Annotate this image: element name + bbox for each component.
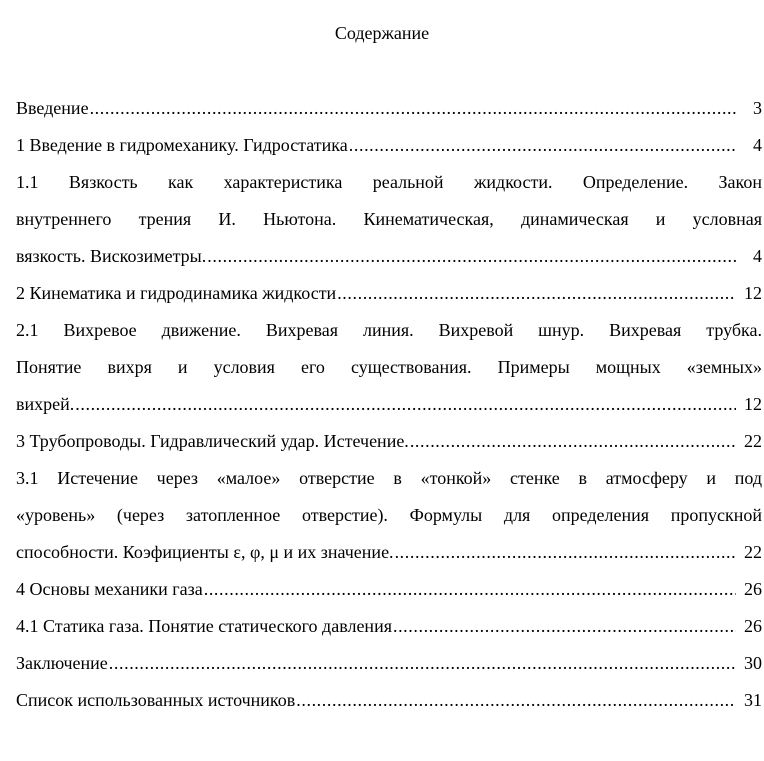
toc-entry [16, 682, 762, 719]
toc-page-number: 4 [753, 246, 762, 266]
toc-entry-text: Введение [16, 98, 89, 118]
toc-entry [16, 90, 762, 127]
toc-page-number: 12 [744, 283, 762, 303]
toc-entry-text: Заключение [16, 653, 108, 673]
toc-entry-text: Список использованных источников [16, 690, 296, 710]
dot-leader [109, 645, 736, 682]
toc-page-number: 22 [744, 431, 762, 451]
toc-entry-last-line [16, 90, 762, 127]
toc-page-number: 3 [753, 98, 762, 118]
toc-entry-last-line [16, 127, 762, 164]
toc-entry [16, 645, 762, 682]
toc-entry-text: способности. Коэфициенты ε, φ, μ и их значение. [16, 542, 394, 562]
toc-entry-line: 1.1 Вязкость как характеристика реальной жидкости. Определение. Закон [16, 172, 762, 192]
toc-entry-last-line [16, 386, 762, 423]
toc-entry [16, 312, 762, 423]
toc-page-number: 22 [744, 542, 762, 562]
toc-page-number: 26 [744, 579, 762, 599]
toc-entry [16, 571, 762, 608]
toc-page-number: 30 [744, 653, 762, 673]
toc-entry-last-line [16, 645, 762, 682]
toc-entry-text: вихрей. [16, 394, 75, 414]
toc-entry-last-line [16, 423, 762, 460]
toc-entry [16, 164, 762, 275]
dot-leader [90, 90, 736, 127]
toc-entry-last-line [16, 275, 762, 312]
toc-entry-last-line [16, 682, 762, 719]
dot-leader [349, 127, 736, 164]
toc-entry-line: 2.1 Вихревое движение. Вихревая линия. Вихревой шнур. Вихревая трубка. [16, 320, 762, 340]
toc-entry-line: Понятие вихря и условия его существования. Примеры мощных «земных» [16, 357, 762, 377]
dot-leader [75, 386, 736, 423]
toc-page-number: 26 [744, 616, 762, 636]
table-of-contents [16, 90, 762, 719]
toc-entry-line: внутреннего трения И. Ньютона. Кинематическая, динамическая и условная [16, 209, 762, 229]
toc-entry-text: 3 Трубопроводы. Гидравлический удар. Истечение. [16, 431, 409, 451]
toc-entry-last-line [16, 571, 762, 608]
toc-entry [16, 275, 762, 312]
dot-leader [395, 534, 736, 571]
toc-entry [16, 608, 762, 645]
toc-page-number: 4 [753, 135, 762, 155]
dot-leader [296, 682, 736, 719]
toc-entry-last-line [16, 238, 762, 275]
toc-entry-line: «уровень» (через затопленное отверстие). Формулы для определения пропускной [16, 505, 762, 525]
toc-page-number: 12 [744, 394, 762, 414]
toc-entry-text: 4.1 Статика газа. Понятие статического давления [16, 616, 392, 636]
toc-entry-line: 3.1 Истечение через «малое» отверстие в «тонкой» стенке в атмосферу и под [16, 468, 762, 488]
dot-leader [393, 608, 736, 645]
toc-title: Содержание [334, 23, 430, 43]
dot-leader [207, 238, 736, 275]
toc-entry [16, 423, 762, 460]
dot-leader [410, 423, 736, 460]
toc-entry-text: 1 Введение в гидромеханику. Гидростатика [16, 135, 348, 155]
dot-leader [204, 571, 736, 608]
toc-page-number: 31 [744, 690, 762, 710]
toc-entry-text: вязкость. Вискозиметры. [16, 246, 207, 266]
toc-entry-last-line [16, 608, 762, 645]
toc-entry [16, 127, 762, 164]
toc-entry-text: 4 Основы механики газа [16, 579, 203, 599]
toc-entry-last-line [16, 534, 762, 571]
dot-leader [337, 275, 736, 312]
toc-entry-text: 2 Кинематика и гидродинамика жидкости [16, 283, 337, 303]
toc-entry [16, 460, 762, 571]
